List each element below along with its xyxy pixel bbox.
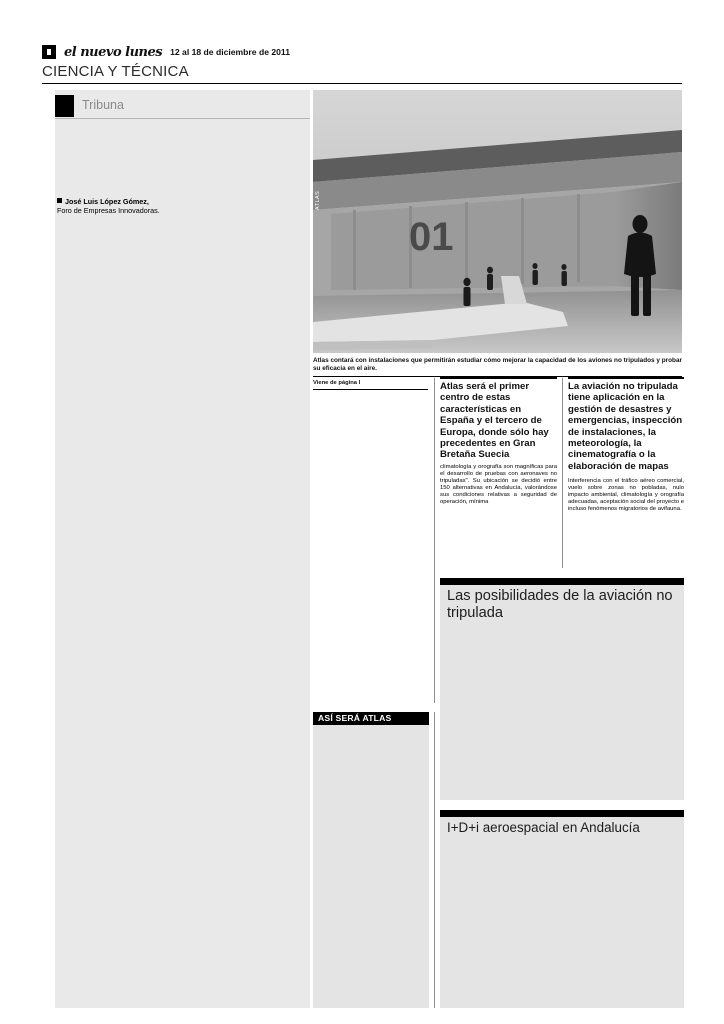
masthead-logo: el nuevo lunes <box>64 44 163 60</box>
article-photo <box>313 90 682 353</box>
continuation-divider <box>313 389 428 390</box>
tribuna-background <box>55 90 310 1008</box>
tribuna-divider <box>55 118 310 119</box>
sidebar-box-idi-background <box>440 810 684 1008</box>
column-divider-1 <box>434 378 435 703</box>
sidebar-box-uav-rule <box>440 578 684 585</box>
continuation-label: Viene de página I <box>313 380 361 386</box>
byline-affiliation: Foro de Empresas Innovadoras. <box>57 205 160 215</box>
pullquote-2-rule <box>568 377 684 379</box>
byline <box>57 198 177 215</box>
column-divider-2 <box>562 378 563 568</box>
sidebar-box-uav-title: Las posibilidades de la aviación no tripulada <box>447 588 673 621</box>
column-divider-3 <box>434 712 435 1008</box>
tribuna-label: Tribuna <box>82 98 124 112</box>
pullquote-1-rule <box>440 377 557 379</box>
fact-box-background <box>313 712 429 1008</box>
pullquote-2-body: Interferencia con el tráfico aéreo comercial, vuelo sobre zonas no pobladas, nulo impacto ambiental, climatología y orografía adecuadas, aceptación social del proyecto e incluso fenómenos migratorios de avifauna. <box>568 478 684 513</box>
fact-box-title: ASÍ SERÁ ATLAS <box>318 713 392 723</box>
sidebar-box-idi-title: I+D+i aeroespacial en Andalucía <box>447 820 640 835</box>
header-divider <box>42 83 682 84</box>
masthead-square-icon <box>42 45 56 59</box>
pullquote-1: Atlas será el primer centro de estas características en España y el tercero de Europa, donde sólo hay precedentes en Gran Bretaña Suecia <box>440 381 549 461</box>
page-title: CIENCIA Y TÉCNICA <box>42 63 189 80</box>
masthead <box>42 44 682 60</box>
masthead-date: 12 al 18 de diciembre de 2011 <box>170 47 291 57</box>
bullet-icon <box>57 198 62 203</box>
byline-author: José Luis López Gómez, <box>65 197 149 206</box>
pullquote-2: La aviación no tripulada tiene aplicación en la gestión de desastres y emergencias, inspección de instalaciones, la meteorología, la cinematografía o la elaboración de mapas <box>568 381 683 472</box>
svg-text:01: 01 <box>409 215 454 259</box>
photo-caption: Atlas contará con instalaciones que permitirán estudiar cómo mejorar la capacidad de los aviones no tripulados y probar su eficacia en el aire. <box>313 357 682 372</box>
hangar-illustration <box>313 90 682 353</box>
sidebar-box-idi-rule <box>440 810 684 817</box>
pullquote-1-body: climatología y orografía son magníficas para el desarrollo de pruebas con aeronaves no tripuladas". Su ubicación se decidió entre 150 alternativas en Andalucía, valorándose sus condiciones relativas a seguridad de operación, mínima <box>440 464 557 506</box>
photo-credit: ATLAS <box>315 190 321 210</box>
tribuna-marker-icon <box>55 95 74 117</box>
